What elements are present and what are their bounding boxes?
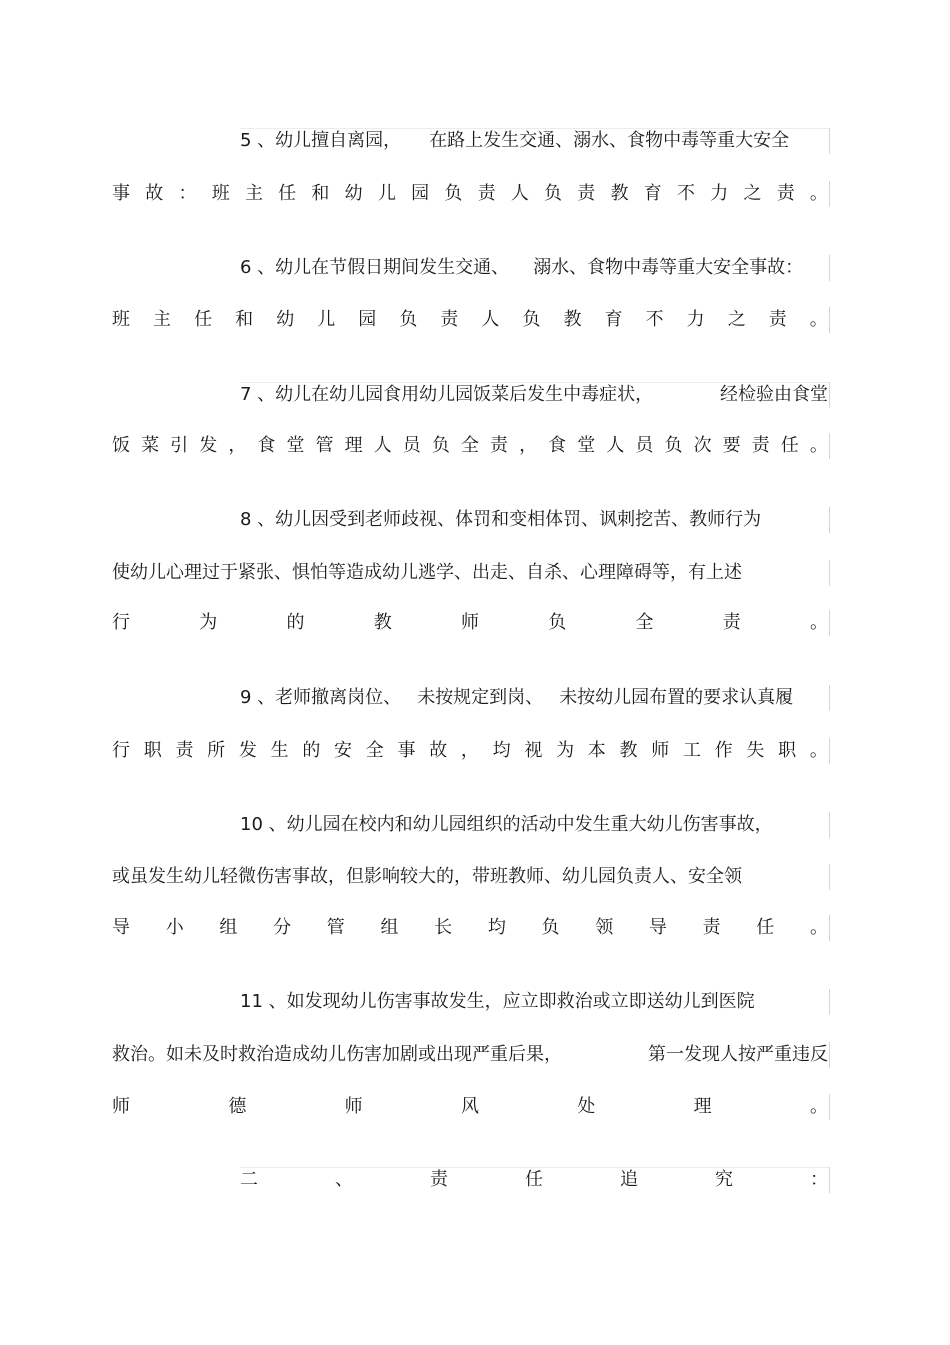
char: 处 [577, 1096, 596, 1117]
char: 。 [809, 309, 828, 330]
char: 任 [780, 435, 799, 456]
edge-rule [829, 1042, 830, 1068]
char: 园 [411, 183, 430, 204]
char: 全 [460, 435, 479, 456]
char: 均 [492, 740, 511, 761]
char: ： [810, 1169, 828, 1190]
char: 责 [702, 917, 721, 938]
char: 次 [693, 435, 712, 456]
p6-line-1-seg-2: 溺水、食物中毒等重大安全事故： [533, 257, 804, 278]
char: 教 [610, 183, 629, 204]
p11-line-2-seg-1: 救治。如未及时救治造成幼儿伤害加剧或出现严重后果， [112, 1044, 562, 1065]
char: 管 [326, 917, 345, 938]
char: 员 [402, 435, 421, 456]
edge-rule [829, 382, 830, 408]
char: 负 [399, 309, 418, 330]
char: 负 [548, 612, 567, 633]
char: 事 [397, 740, 416, 761]
char: 究 [715, 1169, 733, 1190]
p7-line-1-seg-1: 7 、幼儿在幼儿园食用幼儿园饭菜后发生中毒症状， [240, 384, 654, 405]
char: 视 [524, 740, 543, 761]
char: 所 [207, 740, 226, 761]
char: 安 [334, 740, 353, 761]
char: 儿 [377, 183, 396, 204]
p8-line-2: 使幼儿心理过于紧张、惧怕等造成幼儿逃学、出走、自杀、心理障碍等，有上述 [112, 562, 742, 583]
char: 人 [481, 309, 500, 330]
char: 幼 [276, 309, 295, 330]
char: 分 [273, 917, 292, 938]
char: ， [228, 435, 247, 456]
edge-hrule [240, 382, 829, 383]
char: 责 [490, 435, 509, 456]
char: 。 [809, 435, 828, 456]
char: ， [519, 435, 538, 456]
edge-hrule [240, 128, 829, 129]
p8-line-1: 8 、幼儿因受到老师歧视、体罚和变相体罚、讽刺挖苦、教师行为 [240, 509, 762, 530]
p10-line-3 [112, 914, 828, 942]
char: 菜 [141, 435, 160, 456]
char: 师 [461, 612, 479, 633]
char: 人 [606, 435, 625, 456]
p9-line-1-seg-2: 未按规定到岗、 [417, 687, 544, 708]
edge-hrule [240, 1167, 829, 1168]
char: 责 [751, 435, 770, 456]
char: 故 [429, 740, 448, 761]
char: 、 [335, 1169, 353, 1190]
char: 德 [228, 1096, 247, 1117]
p9-line-1-seg-1: 9 、老师撤离岗位、 [240, 687, 402, 708]
char: 堂 [577, 435, 596, 456]
char: 主 [153, 309, 172, 330]
char: 责 [722, 612, 741, 633]
char: 食 [257, 435, 276, 456]
edge-rule [829, 989, 830, 1015]
p7-line-1-seg-2: 经检验由食堂 [720, 384, 828, 405]
char: 管 [315, 435, 334, 456]
edge-rule [829, 507, 830, 533]
char: 长 [434, 917, 453, 938]
char: 负 [544, 183, 563, 204]
p6-line-2 [112, 306, 828, 334]
char: 责 [430, 1169, 448, 1190]
char: 的 [286, 612, 305, 633]
char: 幼 [344, 183, 363, 204]
char: 导 [112, 917, 130, 938]
char: 责 [768, 309, 787, 330]
char: 育 [604, 309, 623, 330]
char: 不 [676, 183, 695, 204]
p11-line-1: 11 、如发现幼儿伤害事故发生，应立即救治或立即送幼儿到医院 [240, 991, 755, 1012]
char: 本 [587, 740, 606, 761]
p6-line-1-seg-1: 6 、幼儿在节假日期间发生交通、 [240, 257, 510, 278]
char: 发 [238, 740, 257, 761]
char: 行 [112, 612, 130, 633]
char: 责 [477, 183, 496, 204]
char: 工 [682, 740, 701, 761]
char: 和 [311, 183, 330, 204]
char: 班 [211, 183, 230, 204]
char: 。 [809, 740, 828, 761]
p11-line-2-seg-2: 第一发现人按严重违反 [648, 1044, 828, 1065]
char: 堂 [286, 435, 305, 456]
char: 二 [240, 1169, 258, 1190]
char: 教 [373, 612, 392, 633]
char: 任 [756, 917, 775, 938]
char: 行 [112, 740, 130, 761]
edge-rule [829, 812, 830, 838]
p11-line-3 [112, 1093, 828, 1121]
char: 饭 [112, 435, 130, 456]
char: 作 [714, 740, 733, 761]
p9-line-2 [112, 737, 828, 765]
char: 师 [344, 1096, 363, 1117]
char: 主 [244, 183, 263, 204]
p10-line-2: 或虽发生幼儿轻微伤害事故，但影响较大的，带班教师、幼儿园负责人、安全领 [112, 866, 742, 887]
edge-rule [829, 915, 830, 941]
char: 负 [522, 309, 541, 330]
char: 追 [620, 1169, 638, 1190]
p8-line-3 [112, 609, 828, 637]
edge-rule [829, 255, 830, 281]
char: 师 [651, 740, 670, 761]
char: 理 [693, 1096, 712, 1117]
p7-line-1 [240, 381, 828, 409]
char: ， [460, 740, 479, 761]
char: ： [178, 183, 197, 204]
char: 要 [722, 435, 741, 456]
char: 组 [380, 917, 399, 938]
char: 风 [460, 1096, 479, 1117]
edge-rule [829, 1094, 830, 1120]
char: 负 [664, 435, 683, 456]
char: 职 [778, 740, 797, 761]
p9-line-1 [240, 684, 828, 712]
char: 。 [810, 612, 828, 633]
char: 责 [440, 309, 459, 330]
char: 。 [809, 183, 828, 204]
char: 导 [648, 917, 667, 938]
char: 任 [525, 1169, 543, 1190]
p5-line-2 [112, 180, 828, 208]
char: 师 [112, 1096, 130, 1117]
section-2-heading [240, 1166, 828, 1194]
char: 员 [635, 435, 654, 456]
char: 领 [595, 917, 614, 938]
edge-rule [829, 560, 830, 586]
char: 食 [548, 435, 567, 456]
char: 负 [541, 917, 560, 938]
char: 理 [344, 435, 363, 456]
char: 园 [358, 309, 377, 330]
char: 人 [373, 435, 392, 456]
char: 任 [194, 309, 213, 330]
char: 职 [143, 740, 162, 761]
char: 责 [776, 183, 795, 204]
char: 责 [175, 740, 194, 761]
char: 事 [112, 183, 130, 204]
char: 教 [619, 740, 638, 761]
edge-rule [829, 433, 830, 459]
char: 负 [431, 435, 450, 456]
char: 不 [645, 309, 664, 330]
char: 全 [635, 612, 654, 633]
char: 为 [199, 612, 218, 633]
p9-line-1-seg-3: 未按幼儿园布置的要求认真履 [559, 687, 794, 708]
edge-rule [829, 685, 830, 711]
char: 和 [235, 309, 254, 330]
edge-rule [829, 128, 830, 154]
edge-rule [829, 864, 830, 890]
p11-line-2 [112, 1041, 828, 1069]
char: 班 [112, 309, 130, 330]
char: 全 [365, 740, 384, 761]
char: 之 [727, 309, 746, 330]
edge-rule [829, 738, 830, 764]
p5-line-1-seg-2: 在路上发生交通、溺水、食物中毒等重大安全 [429, 130, 790, 151]
char: 的 [302, 740, 321, 761]
char: 力 [710, 183, 729, 204]
edge-rule [829, 181, 830, 207]
p10-line-1: 10 、幼儿园在校内和幼儿园组织的活动中发生重大幼儿伤害事故， [240, 814, 773, 835]
char: 育 [643, 183, 662, 204]
p7-line-2 [112, 432, 828, 460]
char: 人 [510, 183, 529, 204]
char: 教 [563, 309, 582, 330]
edge-rule [829, 1167, 830, 1193]
char: 力 [686, 309, 705, 330]
p6-line-1 [240, 254, 828, 282]
char: 之 [743, 183, 762, 204]
char: 发 [199, 435, 218, 456]
char: 。 [809, 1096, 828, 1117]
edge-rule [829, 307, 830, 333]
char: 故 [145, 183, 164, 204]
char: 任 [278, 183, 297, 204]
char: 引 [170, 435, 189, 456]
char: 儿 [317, 309, 336, 330]
edge-rule [829, 610, 830, 636]
p5-line-1 [240, 127, 828, 155]
char: 责 [577, 183, 596, 204]
char: 失 [746, 740, 765, 761]
char: 生 [270, 740, 289, 761]
p5-line-1-seg-1: 5 、幼儿擅自离园， [240, 130, 402, 151]
char: 负 [444, 183, 463, 204]
char: 小 [165, 917, 184, 938]
char: 均 [487, 917, 506, 938]
char: 组 [219, 917, 238, 938]
char: 为 [556, 740, 575, 761]
char: 。 [809, 917, 828, 938]
